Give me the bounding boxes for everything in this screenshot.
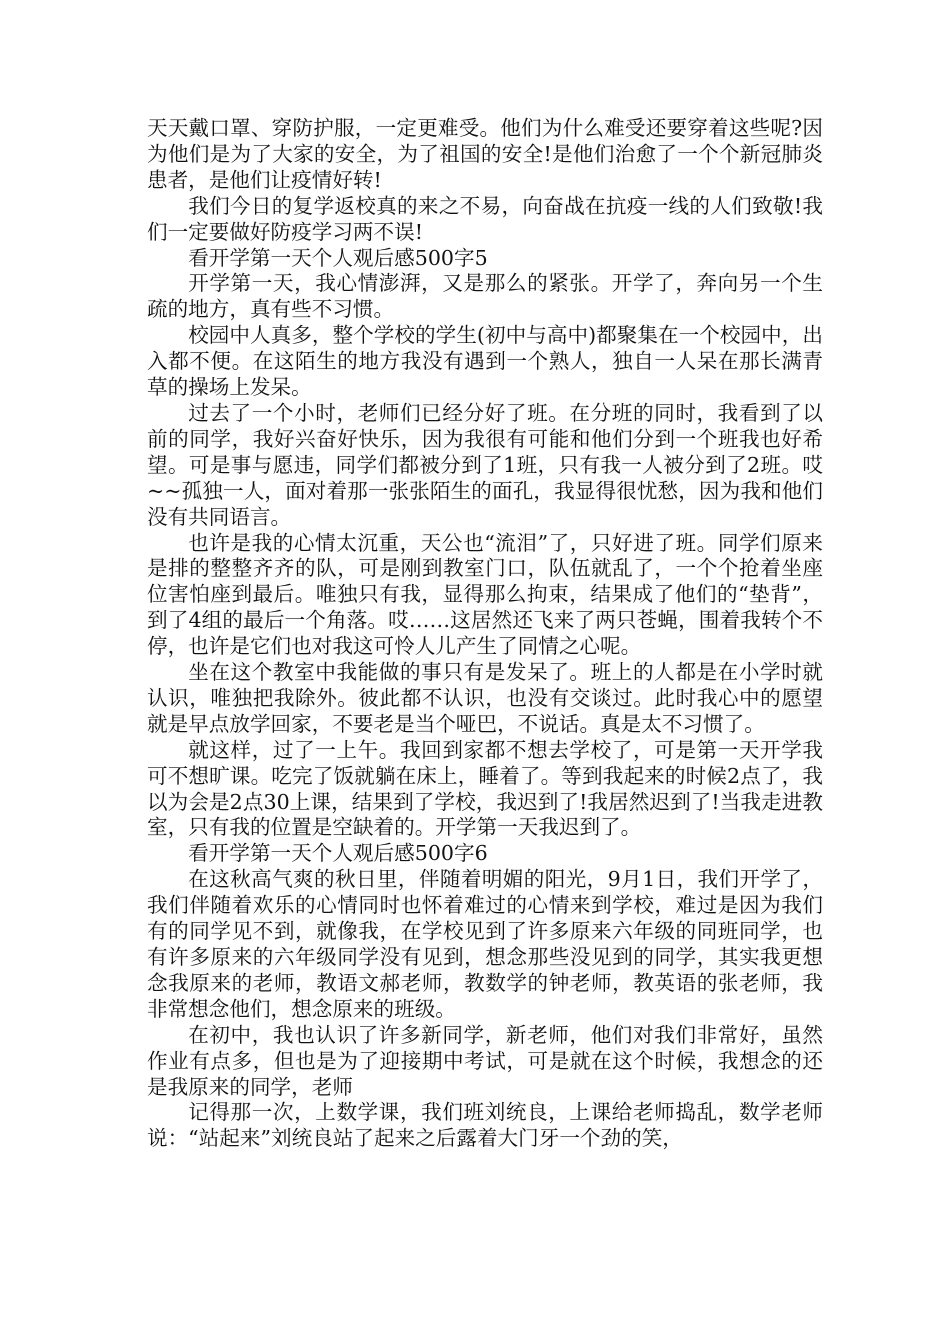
paragraph-5: 过去了一个小时，老师们已经分好了班。在分班的同时，我看到了以前的同学，我好兴奋好快乐，因为我很有可能和他们分到一个班我也好希望。可是事与愿违，同学们都被分到了1班，只有我一人被分到了2班。哎~~孤独一人，面对着那一张张陌生的面孔，我显得很忧愁，因为我和他们没有共同语言。 xyxy=(147,400,823,529)
paragraph-4: 校园中人真多，整个学校的学生(初中与高中)都聚集在一个校园中，出入都不便。在这陌生的地方我没有遇到一个熟人，独自一人呆在那长满青草的操场上发呆。 xyxy=(147,323,823,400)
paragraph-6: 也许是我的心情太沉重，天公也“流泪”了，只好进了班。同学们原来是排的整整齐齐的队，可是刚到教室门口，队伍就乱了，一个个抢着坐座位害怕座到最后。唯独只有我，显得那么拘束，结果成了他们的“垫背”，到了4组的最后一个角落。哎……这居然还飞来了两只苍蝇，围着我转个不停，也许是它们也对我这可怜人儿产生了同情之心呢。 xyxy=(147,530,823,659)
paragraph-9: 在这秋高气爽的秋日里，伴随着明媚的阳光，9月1日，我们开学了，我们伴随着欢乐的心情同时也怀着难过的心情来到学校，难过是因为我们有的同学见不到，就像我，在学校见到了许多原来六年级的同班同学，也有许多原来的六年级同学没有见到，想念那些没见到的同学，其实我更想念我原来的老师，教语文郝老师，教数学的钟老师，教英语的张老师，我非常想念他们，想念原来的班级。 xyxy=(147,867,823,1021)
paragraph-2: 我们今日的复学返校真的来之不易，向奋战在抗疫一线的人们致敬!我们一定要做好防疫学习两不误! xyxy=(147,193,823,244)
paragraph-8: 就这样，过了一上午。我回到家都不想去学校了，可是第一天开学我可不想旷课。吃完了饭就躺在床上，睡着了。等到我起来的时候2点了，我以为会是2点30上课，结果到了学校，我迟到了!我居然迟到了!当我走进教室，只有我的位置是空缺着的。开学第一天我迟到了。 xyxy=(147,737,823,840)
paragraph-10: 在初中，我也认识了许多新同学，新老师，他们对我们非常好，虽然作业有点多，但也是为了迎接期中考试，可是就在这个时候，我想念的还是我原来的同学，老师 xyxy=(147,1022,823,1099)
section-heading-6: 看开学第一天个人观后感500字6 xyxy=(188,841,488,866)
document-page xyxy=(147,116,823,1152)
paragraph-7: 坐在这个教室中我能做的事只有是发呆了。班上的人都是在小学时就认识，唯独把我除外。彼此都不认识，也没有交谈过。此时我心中的愿望就是早点放学回家，不要老是当个哑巴，不说话。真是太不习惯了。 xyxy=(147,660,823,736)
section-heading-5: 看开学第一天个人观后感500字5 xyxy=(188,245,488,270)
paragraph-1: 天天戴口罩、穿防护服，一定更难受。他们为什么难受还要穿着这些呢?因为他们是为了大家的安全，为了祖国的安全!是他们治愈了一个个新冠肺炎患者，是他们让疫情好转! xyxy=(147,116,823,192)
paragraph-11: 记得那一次，上数学课，我们班刘统良，上课给老师捣乱，数学老师说：“站起来”刘统良站了起来之后露着大门牙一个劲的笑， xyxy=(147,1100,823,1151)
paragraph-3: 开学第一天，我心情澎湃，又是那么的紧张。开学了，奔向另一个生疏的地方，真有些不习惯。 xyxy=(147,271,823,322)
